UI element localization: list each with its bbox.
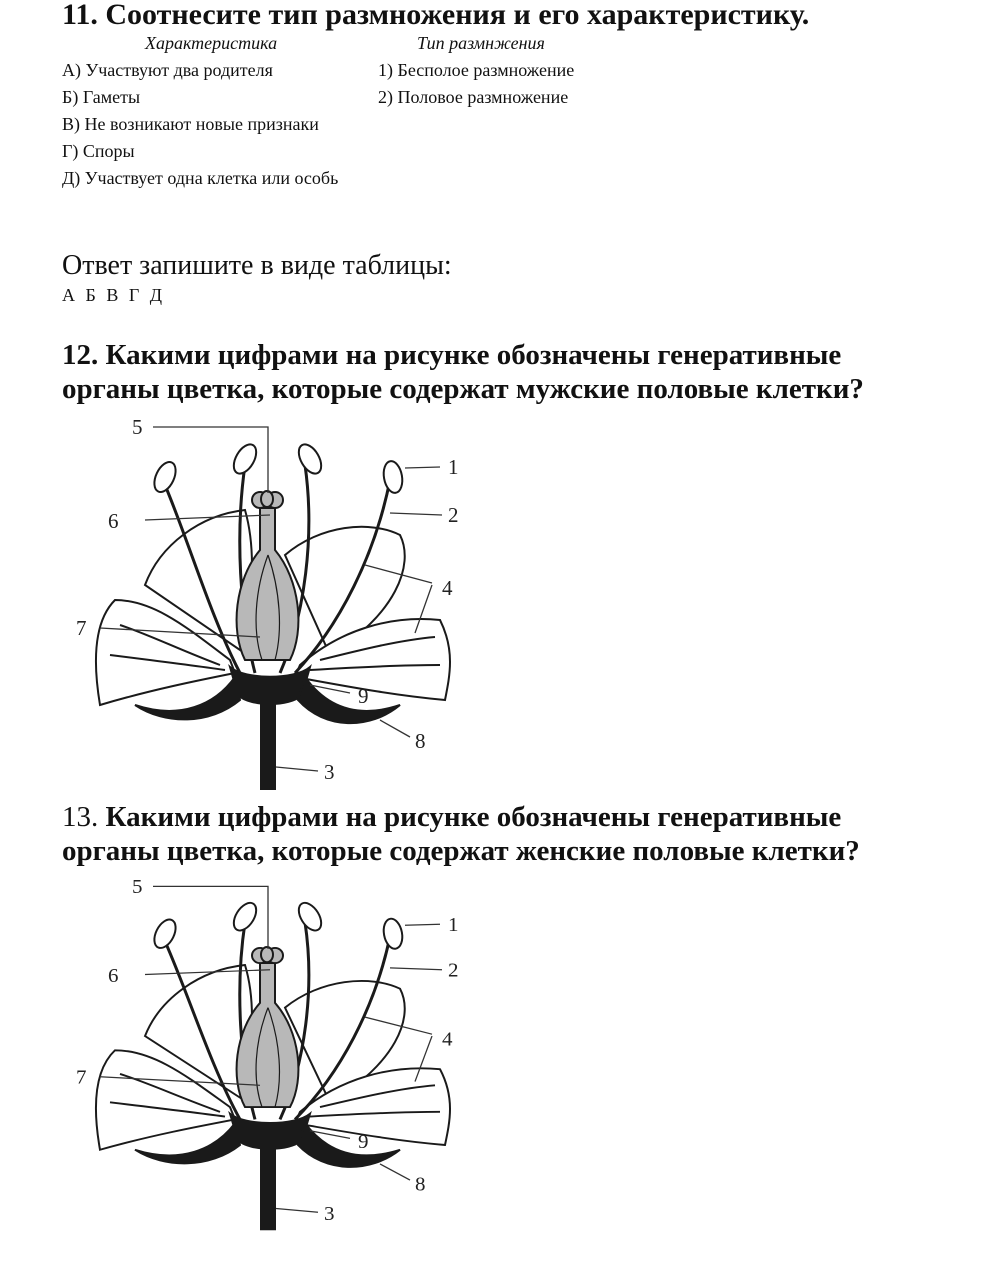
answer-table-letters: А Б В Г Д: [62, 285, 166, 305]
flower-illustration: [96, 899, 453, 1230]
label-8: 8: [415, 729, 426, 753]
label-9: 9: [358, 684, 369, 708]
answer-instruction: Ответ запишите в виде таблицы:: [62, 250, 452, 281]
label-9: 9: [358, 1131, 369, 1153]
q11-characteristic-header: Характеристика: [145, 33, 278, 53]
label-8: 8: [415, 1173, 426, 1196]
list-item: Г) Споры: [62, 141, 135, 161]
q12-line1: 12. Какими цифрами на рисунке обозначены генеративные: [62, 339, 842, 371]
list-item: А) Участвуют два родителя: [62, 60, 273, 80]
label-1: 1: [448, 455, 459, 479]
list-item: Б) Гаметы: [62, 87, 141, 107]
label-7: 7: [76, 616, 87, 640]
label-3: 3: [324, 1203, 335, 1225]
flower-diagram-1: [70, 415, 490, 795]
label-2: 2: [448, 503, 459, 527]
label-3: 3: [324, 760, 335, 784]
label-5: 5: [132, 876, 143, 898]
label-1: 1: [448, 914, 459, 936]
flower-illustration: [96, 441, 450, 790]
q11-types-list: [378, 57, 574, 111]
label-7: 7: [76, 1066, 87, 1089]
q12-line2: органы цветка, которые содержат мужские половые клетки?: [62, 373, 864, 405]
list-item: 2) Половое размножение: [378, 87, 569, 107]
label-4: 4: [442, 1028, 453, 1051]
label-2: 2: [448, 959, 459, 982]
q11-type-header: Тип размнжения: [417, 33, 545, 53]
q11-characteristics-list: [62, 57, 338, 192]
q13-number: 13.: [62, 801, 99, 833]
label-4: 4: [442, 576, 453, 600]
q12-title: [62, 338, 864, 406]
q13-title: [62, 800, 860, 868]
list-item: В) Не возникают новые признаки: [62, 114, 319, 134]
label-6: 6: [108, 965, 119, 987]
list-item: Д) Участвует одна клетка или особь: [62, 168, 339, 188]
list-item: 1) Бесполое размножение: [378, 60, 575, 80]
label-5: 5: [132, 415, 143, 439]
q11-title: 11. Соотнесите тип размножения и его характеристику.: [62, 0, 810, 31]
label-6: 6: [108, 509, 119, 533]
q13-line2: органы цветка, которые содержат женские половые клетки?: [62, 835, 860, 867]
q13-line1: 13. Какими цифрами на рисунке обозначены генеративные: [62, 801, 842, 833]
flower-diagram-2: [70, 875, 490, 1235]
